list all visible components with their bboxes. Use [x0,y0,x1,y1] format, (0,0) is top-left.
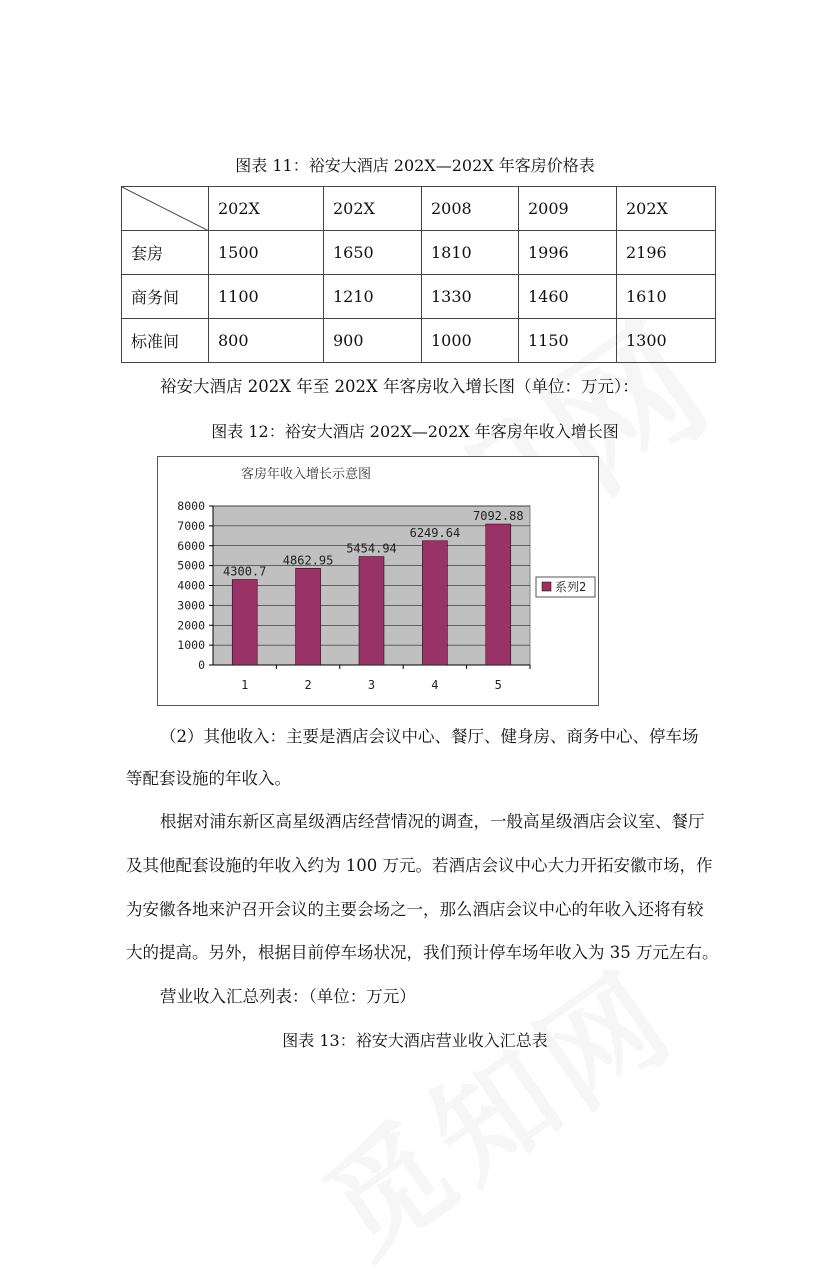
legend-swatch [542,582,551,591]
table-cell: 1650 [324,231,422,275]
y-tick-label: 1000 [177,638,205,653]
table-cell: 1996 [519,231,617,275]
summary-line: 营业收入汇总列表：（单位：万元） [160,987,416,1006]
x-tick-label: 3 [367,678,376,692]
y-tick-label: 4000 [177,578,205,593]
table-cell: 1300 [617,319,716,363]
table-cell: 1500 [209,231,324,275]
table-cell: 800 [209,319,324,363]
y-tick-label: 7000 [177,518,205,533]
watermark-bottom [286,924,704,1288]
header-cell: 202X [617,187,716,231]
table-cell: 1460 [519,275,617,319]
price-table [121,186,716,363]
bar [486,524,511,665]
y-tick-label: 3000 [177,598,205,613]
bar [232,580,257,665]
x-tick-label: 4 [431,678,439,692]
table-cell: 1000 [422,319,519,363]
x-tick-label: 5 [494,678,502,692]
other-income-line1: （2）其他收入：主要是酒店会议中心、餐厅、健身房、商务中心、停车场 [160,727,699,746]
y-tick-label: 0 [198,658,205,672]
table-cell: 1100 [209,275,324,319]
revenue-bar-chart [158,457,598,705]
survey-line1: 根据对浦东新区高星级酒店经营情况的调查，一般高星级酒店会议室、餐厅 [160,812,705,831]
chart12-caption: 图表 12：裕安大酒店 202X—202X 年客房年收入增长图 [211,422,619,441]
data-label: 7092.88 [473,509,524,524]
table-row [122,319,716,363]
row-label: 商务间 [122,275,209,319]
corner-cell [122,187,209,231]
y-tick-label: 8000 [177,499,205,513]
bar [296,568,321,665]
survey-line3: 为安徽各地来沪召开会议的主要会场之一，那么酒店会议中心的年收入还将有较 [126,900,704,919]
data-label: 5454.94 [346,541,397,556]
header-cell: 202X [324,187,422,231]
table13-caption: 图表 13：裕安大酒店营业收入汇总表 [282,1031,548,1050]
table-cell: 1330 [422,275,519,319]
data-label: 6249.64 [409,525,461,540]
bar [422,541,447,665]
header-cell: 202X [209,187,324,231]
legend-label: 系列2 [555,580,587,594]
survey-line4: 大的提高。另外，根据目前停车场状况，我们预计停车场年收入为 35 万元左右。 [126,943,719,962]
row-label: 套房 [122,231,209,275]
table-cell: 1610 [617,275,716,319]
x-tick-label: 1 [241,678,249,692]
chart-title: 客房年收入增长示意图 [240,467,372,482]
table11-caption: 图表 11：裕安大酒店 202X—202X 年客房价格表 [235,156,595,175]
other-income-line2: 等配套设施的年收入。 [126,769,291,788]
bar [359,557,384,665]
table-cell: 1810 [422,231,519,275]
data-label: 4300.7 [223,564,267,579]
table-header-row [122,187,716,231]
survey-line2: 及其他配套设施的年收入约为 100 万元。若酒店会议中心大力开拓安徽市场，作 [126,856,713,875]
y-tick-label: 5000 [177,558,205,573]
row-label: 标准间 [122,319,209,363]
intro-line: 裕安大酒店 202X 年至 202X 年客房收入增长图（单位：万元）： [160,377,639,396]
y-tick-label: 6000 [177,538,205,553]
x-tick-label: 2 [304,678,312,692]
table-cell: 1150 [519,319,617,363]
chart-frame [157,456,599,706]
y-tick-label: 2000 [177,618,205,633]
data-label: 4862.95 [282,553,334,568]
table-cell: 2196 [617,231,716,275]
table-row [122,231,716,275]
table-cell: 1210 [324,275,422,319]
diagonal-line [122,187,209,231]
header-cell: 2008 [422,187,519,231]
header-cell: 2009 [519,187,617,231]
table-row [122,275,716,319]
table-cell: 900 [324,319,422,363]
legend [536,577,595,597]
